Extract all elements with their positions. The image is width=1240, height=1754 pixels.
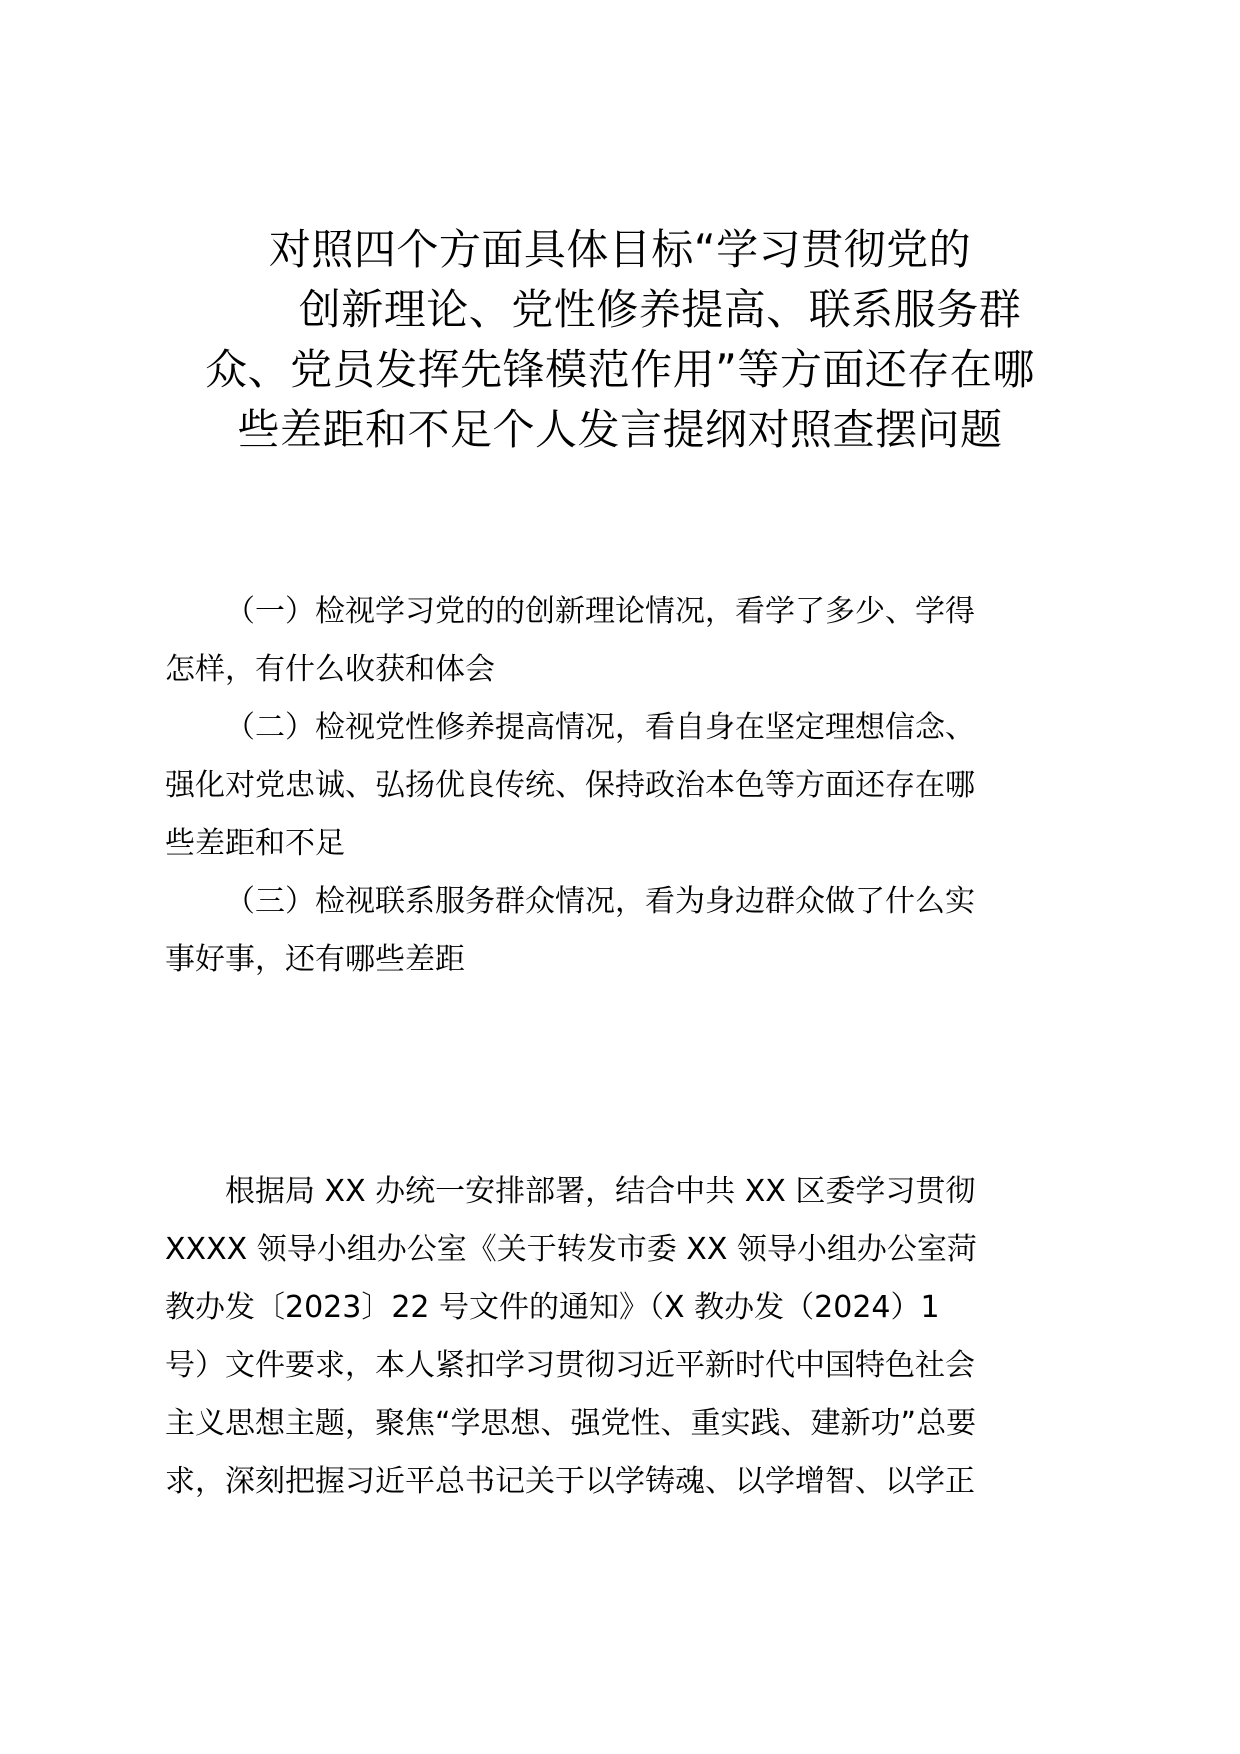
review-item-2 [165, 699, 1077, 873]
text-line: 根据局 XX 办统一安排部署，结合中共 XX 区委学习贯彻 [225, 1174, 976, 1209]
review-item-3 [165, 873, 1077, 989]
text-line: 号）文件要求，本人紧扣学习贯彻习近平新时代中国特色社会 [165, 1348, 975, 1383]
text-line: 求，深刻把握习近平总书记关于以学铸魂、以学增智、以学正 [165, 1464, 975, 1499]
text-line: （三）检视联系服务群众情况，看为身边群众做了什么实 [225, 884, 975, 919]
title-line: 众、党员发挥先锋模范作用”等方面还存在哪 [205, 345, 1035, 394]
text-line: （一）检视学习党的的创新理论情况，看学了多少、学得 [225, 594, 975, 629]
text-line: 些差距和不足 [165, 826, 345, 861]
review-items [165, 583, 1077, 989]
text-line: 怎样，有什么收获和体会 [165, 652, 495, 687]
text-line: 教办发〔2023〕22 号文件的通知》（X 教办发（2024）1 [165, 1290, 940, 1325]
title-line: 对照四个方面具体目标“学习贯彻党的 [268, 225, 972, 274]
text-line: （二）检视党性修养提高情况，看自身在坚定理想信念、 [225, 710, 975, 745]
text-line: 强化对党忠诚、弘扬优良传统、保持政治本色等方面还存在哪 [165, 768, 975, 803]
document-title [160, 220, 1080, 460]
review-item-1 [165, 583, 1077, 699]
text-line: 事好事，还有哪些差距 [165, 942, 465, 977]
text-line: 主义思想主题，聚焦“学思想、强党性、重实践、建新功”总要 [165, 1406, 977, 1441]
title-line: 创新理论、党性修养提高、联系服务群 [298, 285, 1022, 334]
paragraph [165, 1163, 1077, 1511]
body-paragraph [165, 1163, 1077, 1511]
title-line: 些差距和不足个人发言提纲对照查摆问题 [237, 405, 1003, 454]
text-line: XXXX 领导小组办公室《关于转发市委 XX 领导小组办公室菏 [165, 1232, 977, 1267]
